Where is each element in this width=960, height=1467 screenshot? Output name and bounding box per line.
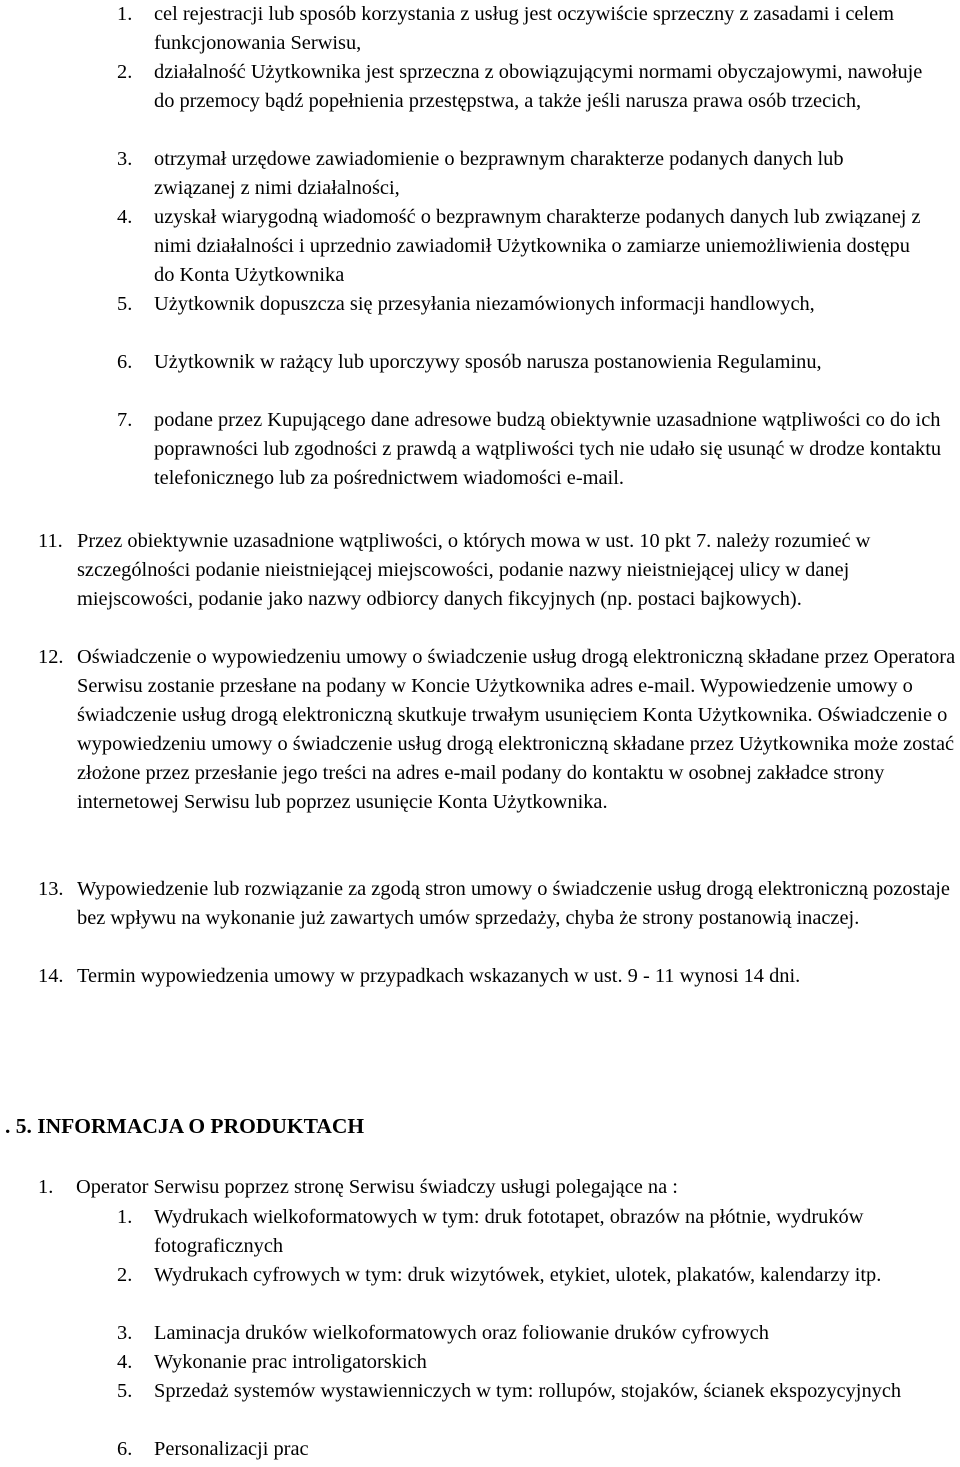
list-number: 3. — [117, 1322, 133, 1344]
list-text: Przez obiektywnie uzasadnione wątpliwości, o których mowa w ust. 10 pkt 7. należy rozumieć w szczególności podanie nieistniejącej miejscowości, podanie nazwy nieistniejącej ulicy w danej miejscowości, podanie jako nazwy odbiorcy danych fikcyjnych (np. postaci bajkowych). — [77, 530, 871, 610]
list-text: Termin wypowiedzenia umowy w przypadkach wskazanych w ust. 9 - 11 wynosi 14 dni. — [77, 965, 801, 987]
list-text: Wydrukach cyfrowych w tym: druk wizytówek, etykiet, ulotek, plakatów, kalendarzy itp. — [154, 1264, 882, 1286]
list-number: 7. — [117, 409, 133, 431]
list-text: podane przez Kupującego dane adresowe budzą obiektywnie uzasadnione wątpliwości co do ich poprawności lub zgodności z prawdą a wątpliwości tych nie udało się usunąć w drodze kontaktu telefonicznego lub za pośrednictwem wiadomości e-mail. — [154, 409, 942, 489]
list-text: Laminacja druków wielkoformatowych oraz foliowanie druków cyfrowych — [154, 1322, 769, 1344]
list-number: 13. — [38, 878, 64, 900]
list-text: Wypowiedzenie lub rozwiązanie za zgodą stron umowy o świadczenie usług drogą elektroniczną pozostaje bez wpływu na wykonanie już zawartych umów sprzedaży, chyba że strony postanowią inaczej. — [77, 878, 950, 929]
list-text: cel rejestracji lub sposób korzystania z usług jest oczywiście sprzeczny z zasadami i celem funkcjonowania Serwisu, — [154, 3, 895, 54]
list-text: Użytkownik dopuszcza się przesyłania niezamówionych informacji handlowych, — [154, 293, 815, 315]
list-text: Operator Serwisu poprzez stronę Serwisu świadczy usługi polegające na : — [76, 1176, 678, 1198]
list-number: 11. — [38, 530, 63, 552]
list-text: Użytkownik w rażący lub uporczywy sposób narusza postanowienia Regulaminu, — [154, 351, 822, 373]
list-text: Personalizacji prac — [154, 1438, 309, 1460]
list-number: 4. — [117, 206, 133, 228]
section-heading: . 5. INFORMACJA O PRODUKTACH — [5, 1114, 365, 1138]
list-number: 12. — [38, 646, 64, 668]
list-number: 5. — [117, 1380, 133, 1402]
list-number: 5. — [117, 293, 133, 315]
list-number: 3. — [117, 148, 133, 170]
list-text: Wykonanie prac introligatorskich — [154, 1351, 427, 1373]
list-text: Wydrukach wielkoformatowych w tym: druk fototapet, obrazów na płótnie, wydruków fotograficznych — [154, 1206, 864, 1257]
list-number: 1. — [38, 1176, 54, 1198]
list-number: 2. — [117, 1264, 133, 1286]
list-number: 4. — [117, 1351, 133, 1373]
list-number: 1. — [117, 3, 133, 25]
list-text: uzyskał wiarygodną wiadomość o bezprawnym charakterze podanych danych lub związanej z nimi działalności i uprzednio zawiadomił Użytkownika o zamiarze uniemożliwienia dostępu do Konta Użytkownika — [154, 206, 921, 286]
list-number: 2. — [117, 61, 133, 83]
list-text: Oświadczenie o wypowiedzeniu umowy o świadczenie usług drogą elektroniczną składane przez Operatora Serwisu zostanie przesłane na podany w Koncie Użytkownika adres e-mail. Wypowiedzenie umowy o świadczenie usług drogą elektroniczną skutkuje trwałym usunięciem Konta Użytkownika. Oświadczenie o wypowiedzeniu umowy o świadczenie usług drogą elektroniczną składane przez Użytkownika może zostać złożone przez przesłanie jego treści na adres e-mail podany do kontaktu w osobnej zakładce strony internetowej Serwisu lub poprzez usunięcie Konta Użytkownika. — [77, 646, 956, 813]
list-number: 6. — [117, 1438, 133, 1460]
list-number: 14. — [38, 965, 64, 987]
list-number: 1. — [117, 1206, 133, 1228]
list-number: 6. — [117, 351, 133, 373]
list-text: otrzymał urzędowe zawiadomienie o bezprawnym charakterze podanych danych lub związanej z nimi działalności, — [154, 148, 844, 199]
list-text: Sprzedaż systemów wystawienniczych w tym: rollupów, stojaków, ścianek ekspozycyjnych — [154, 1380, 902, 1402]
list-text: działalność Użytkownika jest sprzeczna z obowiązującymi normami obyczajowymi, nawołuje do przemocy bądź popełnienia przestępstwa, a także jeśli narusza prawa osób trzecich, — [154, 61, 923, 112]
